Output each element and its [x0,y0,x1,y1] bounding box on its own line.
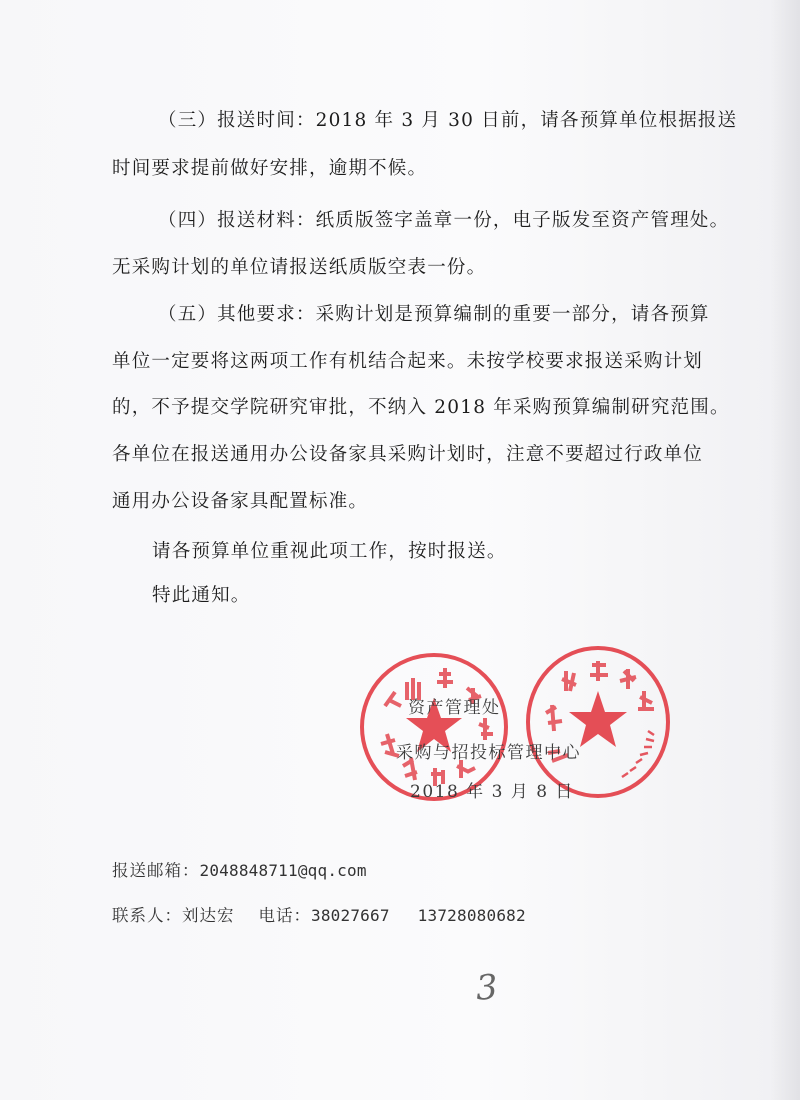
para3-line1: （三）报送时间：2018 年 3 月 30 日前，请各预算单位根据报送 [158,110,738,131]
contact-person-row [112,902,526,926]
email-address: 2048848711@qq.com [199,861,367,880]
phone-number-1: 38027667 [311,906,390,925]
para5-line4: 各单位在报送通用办公设备家具采购计划时，注意不要超过行政单位 [112,444,704,465]
phone-number-2: 13728080682 [417,906,526,925]
closing-notice: 特此通知。 [152,585,251,606]
closing-request: 请各预算单位重视此项工作，按时报送。 [152,541,507,562]
email-label: 报送邮箱： [112,861,200,880]
signature-office2: 采购与招投标管理中心 [396,743,581,763]
para4-line2: 无采购计划的单位请报送纸质版空表一份。 [112,257,487,278]
page-number: 3 [474,967,500,1009]
para5-line3: 的，不予提交学院研究审批，不纳入 2018 年采购预算编制研究范围。 [112,397,730,418]
phone-label: 电话： [258,906,311,925]
contact-email-row [112,857,367,881]
para3-line2: 时间要求提前做好安排，逾期不候。 [112,158,428,179]
para5-line5: 通用办公设备家具配置标准。 [112,491,369,512]
person-label: 联系人： [112,906,182,925]
signature-date: 2018 年 3 月 8 日 [410,782,574,802]
person-name: 刘达宏 [182,906,235,925]
para5-line2: 单位一定要将这两项工作有机结合起来。未按学校要求报送采购计划 [112,351,704,372]
page-edge-shadow [770,0,800,1100]
para4-line1: （四）报送材料：纸质版签字盖章一份，电子版发至资产管理处。 [158,210,730,231]
signature-office1: 资产管理处 [408,698,501,718]
para5-line1: （五）其他要求：采购计划是预算编制的重要一部分，请各预算 [158,304,710,325]
